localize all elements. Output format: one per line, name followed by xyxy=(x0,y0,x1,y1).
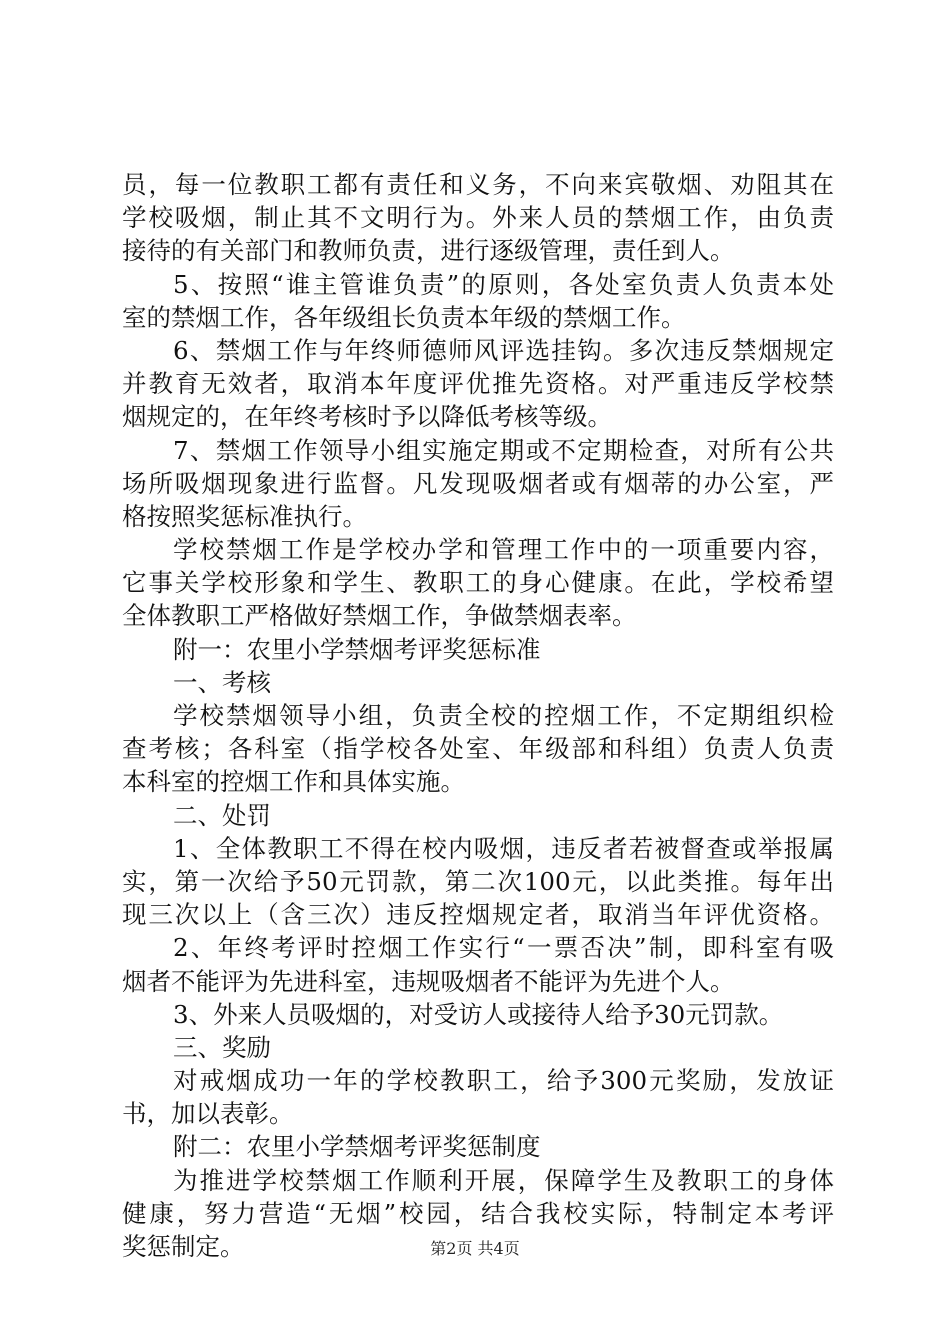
text-line: 奖惩制定。 xyxy=(122,1232,245,1261)
text-line: 室的禁烟工作，各年级组长负责本年级的禁烟工作。 xyxy=(122,302,686,332)
text-line: 格按照奖惩标准执行。 xyxy=(122,501,367,531)
text-line: 现三次以上（含三次）违反控烟规定者，取消当年评优资格。 xyxy=(122,900,834,930)
text-line: 烟规定的，在年终考核时予以降低考核等级。 xyxy=(122,402,612,432)
text-line: 2、年终考评时控烟工作实行“一票否决”制，即科室有吸 xyxy=(173,933,834,963)
text-line: 附一：农里小学禁烟考评奖惩标准 xyxy=(173,634,541,664)
text-line: 学校吸烟，制止其不文明行为。外来人员的禁烟工作，由负责 xyxy=(122,203,834,233)
text-line: 接待的有关部门和教师负责，进行逐级管理，责任到人。 xyxy=(122,236,735,266)
text-line: 二、处罚 xyxy=(173,800,271,830)
text-line: 健康，努力营造“无烟”校园，结合我校实际，特制定本考评 xyxy=(122,1198,834,1228)
text-line: 本科室的控烟工作和具体实施。 xyxy=(122,767,465,797)
text-line: 5、按照“谁主管谁负责”的原则，各处室负责人负责本处 xyxy=(173,269,834,299)
text-line: 附二：农里小学禁烟考评奖惩制度 xyxy=(173,1132,541,1162)
text-line: 书，加以表彰。 xyxy=(122,1099,294,1129)
text-line: 学校禁烟工作是学校办学和管理工作中的一项重要内容， xyxy=(173,535,834,565)
text-line: 1、全体教职工不得在校内吸烟，违反者若被督查或举报属 xyxy=(173,833,834,863)
text-line: 并教育无效者，取消本年度评优推先资格。对严重违反学校禁 xyxy=(122,369,834,399)
text-line: 员，每一位教职工都有责任和义务，不向来宾敬烟、劝阻其在 xyxy=(122,170,834,199)
text-line: 6、禁烟工作与年终师德师风评选挂钩。多次违反禁烟规定 xyxy=(173,335,834,365)
text-line: 全体教职工严格做好禁烟工作，争做禁烟表率。 xyxy=(122,601,637,631)
text-line: 查考核；各科室（指学校各处室、年级部和科组）负责人负责 xyxy=(122,734,834,764)
text-line: 学校禁烟领导小组，负责全校的控烟工作，不定期组织检 xyxy=(173,701,834,730)
text-line: 实，第一次给予50元罚款，第二次100元，以此类推。每年出 xyxy=(122,866,834,896)
text-line: 为推进学校禁烟工作顺利开展，保障学生及教职工的身体 xyxy=(173,1165,834,1195)
text-line: 对戒烟成功一年的学校教职工，给予300元奖励，发放证 xyxy=(173,1066,834,1096)
text-line: 一、考核 xyxy=(173,667,271,697)
text-line: 三、奖励 xyxy=(173,1032,271,1062)
text-line: 7、禁烟工作领导小组实施定期或不定期检查，对所有公共 xyxy=(173,435,834,465)
text-line: 它事关学校形象和学生、教职工的身心健康。在此，学校希望 xyxy=(122,568,834,598)
text-line: 场所吸烟现象进行监督。凡发现吸烟者或有烟蒂的办公室，严 xyxy=(122,468,834,498)
page-number-footer: 第2页 共4页 xyxy=(430,1239,520,1258)
text-line: 烟者不能评为先进科室，违规吸烟者不能评为先进个人。 xyxy=(122,966,735,996)
text-line: 3、外来人员吸烟的，对受访人或接待人给予30元罚款。 xyxy=(173,999,784,1029)
document-body xyxy=(122,168,834,1263)
